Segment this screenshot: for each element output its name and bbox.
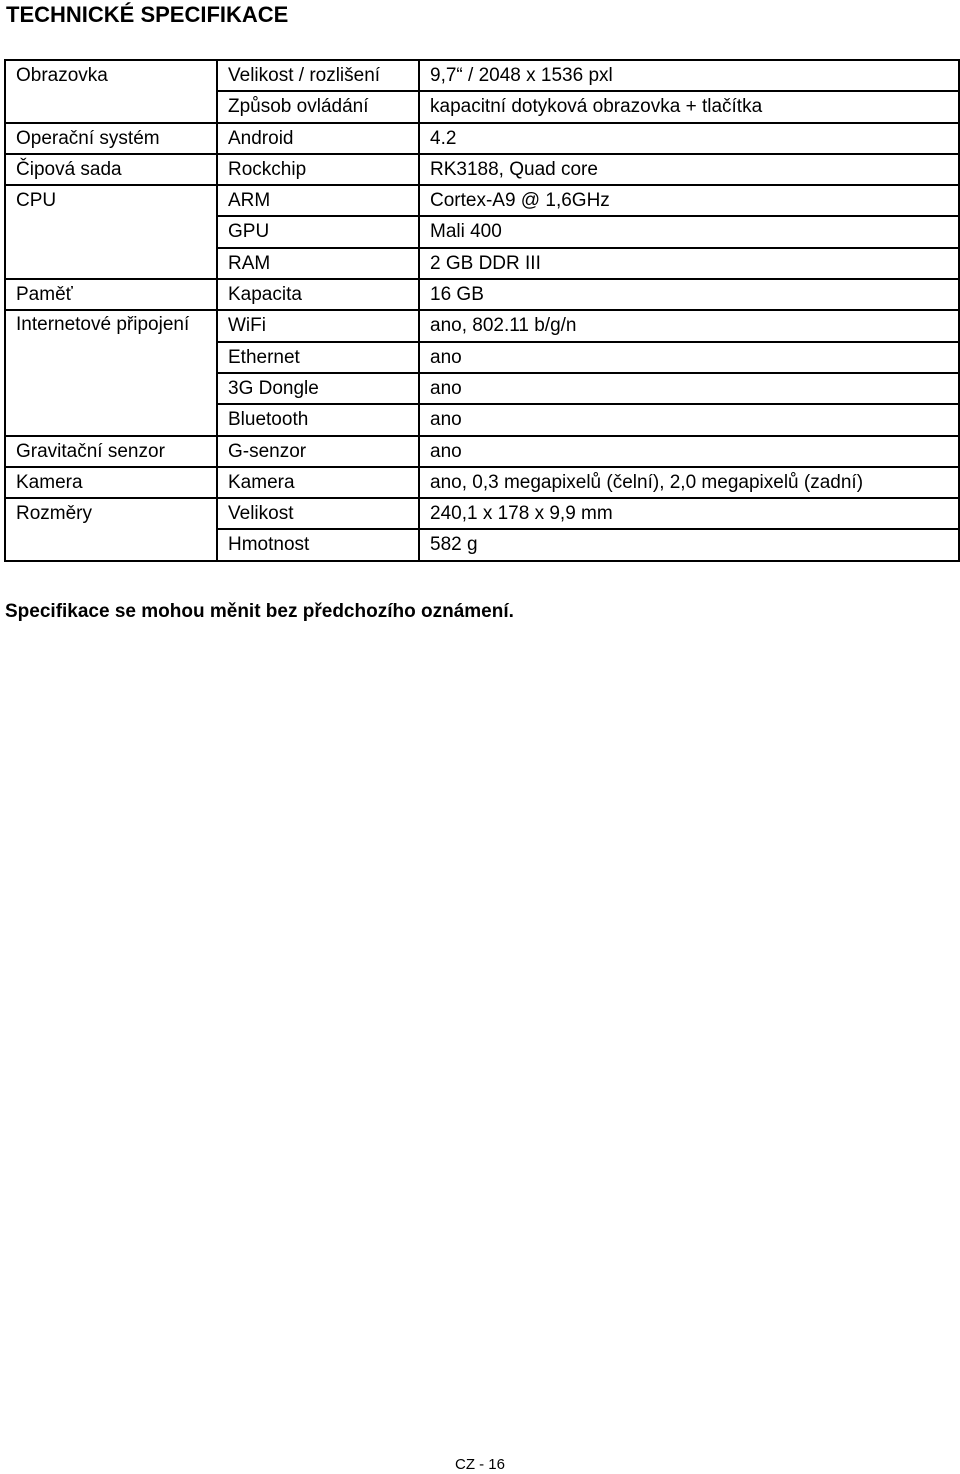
table-row	[5, 248, 959, 279]
spec-category: Internetové připojení	[5, 310, 217, 435]
spec-item: Kamera	[217, 467, 419, 498]
table-row	[5, 60, 959, 91]
table-row	[5, 498, 959, 529]
spec-item: Rockchip	[217, 154, 419, 185]
spec-item: 3G Dongle	[217, 373, 419, 404]
spec-category: Rozměry	[5, 498, 217, 529]
disclaimer-note: Specifikace se mohou měnit bez předchozího oznámení.	[5, 601, 514, 622]
spec-category	[5, 248, 217, 279]
page-number: CZ - 16	[454, 1456, 505, 1473]
spec-value: 16 GB	[419, 279, 959, 310]
spec-value: ano, 802.11 b/g/n	[419, 310, 959, 341]
spec-item: RAM	[217, 248, 419, 279]
spec-item: WiFi	[217, 310, 419, 341]
spec-item: Kapacita	[217, 279, 419, 310]
spec-value: kapacitní dotyková obrazovka + tlačítka	[419, 91, 959, 122]
spec-value: RK3188, Quad core	[419, 154, 959, 185]
spec-value: ano, 0,3 megapixelů (čelní), 2,0 megapixelů (zadní)	[419, 467, 959, 498]
spec-item: G-senzor	[217, 436, 419, 467]
spec-item: Ethernet	[217, 342, 419, 373]
spec-value: ano	[419, 404, 959, 435]
table-row	[5, 279, 959, 310]
spec-item: ARM	[217, 185, 419, 216]
spec-item: Velikost	[217, 498, 419, 529]
spec-value: 2 GB DDR III	[419, 248, 959, 279]
table-row	[5, 310, 959, 341]
spec-category: Obrazovka	[5, 60, 217, 91]
spec-item: Velikost / rozlišení	[217, 60, 419, 91]
spec-value: 4.2	[419, 123, 959, 154]
table-row	[5, 123, 959, 154]
table-row	[5, 529, 959, 560]
spec-value: Cortex-A9 @ 1,6GHz	[419, 185, 959, 216]
spec-value: 240,1 x 178 x 9,9 mm	[419, 498, 959, 529]
spec-category: Paměť	[5, 279, 217, 310]
spec-category	[5, 529, 217, 560]
spec-category: Kamera	[5, 467, 217, 498]
spec-value: ano	[419, 342, 959, 373]
page-title: TECHNICKÉ SPECIFIKACE	[6, 2, 289, 27]
table-row	[5, 154, 959, 185]
table-row	[5, 185, 959, 216]
spec-category: Čipová sada	[5, 154, 217, 185]
table-row	[5, 436, 959, 467]
spec-category	[5, 91, 217, 122]
spec-value: ano	[419, 373, 959, 404]
spec-value: 9,7“ / 2048 x 1536 pxl	[419, 60, 959, 91]
table-row	[5, 467, 959, 498]
spec-category	[5, 216, 217, 247]
spec-item: Hmotnost	[217, 529, 419, 560]
spec-item: Bluetooth	[217, 404, 419, 435]
spec-category: Gravitační senzor	[5, 436, 217, 467]
spec-table	[4, 59, 960, 562]
spec-value: 582 g	[419, 529, 959, 560]
spec-value: ano	[419, 436, 959, 467]
spec-value: Mali 400	[419, 216, 959, 247]
spec-category: Operační systém	[5, 123, 217, 154]
spec-item: Android	[217, 123, 419, 154]
spec-item: GPU	[217, 216, 419, 247]
spec-category: CPU	[5, 185, 217, 216]
spec-item: Způsob ovládání	[217, 91, 419, 122]
table-row	[5, 91, 959, 122]
table-row	[5, 216, 959, 247]
